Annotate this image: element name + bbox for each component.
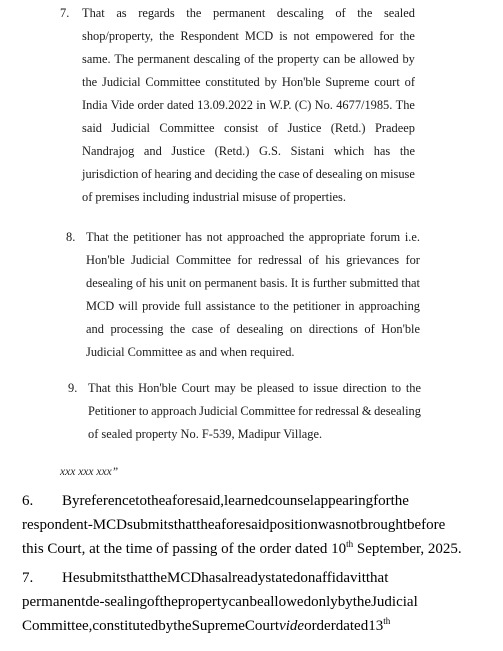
word: India	[82, 98, 108, 112]
word: respondent-MCD	[22, 517, 127, 533]
word: permanent	[204, 276, 257, 290]
word: order	[304, 618, 336, 634]
word: be	[240, 381, 253, 395]
word: Petitioner	[88, 404, 137, 418]
word: to	[298, 381, 309, 395]
word: of	[244, 52, 255, 66]
word: of	[308, 253, 319, 267]
word: has	[201, 570, 222, 586]
word: be	[343, 52, 356, 66]
word: not	[206, 230, 223, 244]
word: permanent	[137, 52, 190, 66]
word: the	[390, 493, 409, 509]
word: the	[170, 322, 186, 336]
word: Court	[244, 618, 280, 634]
word: directions	[308, 322, 358, 336]
word: Judicial	[131, 253, 170, 267]
paragraph-line	[22, 489, 483, 513]
word: i.e.	[404, 230, 420, 244]
word: the	[273, 299, 289, 313]
word: on	[189, 276, 202, 290]
quoted-line	[86, 295, 420, 318]
word: Hon'ble	[86, 253, 125, 267]
quoted-item-number: 8.	[66, 230, 76, 244]
word: direction	[342, 381, 387, 395]
word: of	[141, 167, 152, 181]
word: in	[256, 98, 266, 112]
word: the	[173, 618, 192, 634]
word: that	[126, 570, 149, 586]
word: descaling	[276, 6, 324, 20]
word: can	[322, 52, 341, 66]
word: only	[311, 594, 338, 610]
word: position	[269, 517, 318, 533]
quoted-item-number: 9.	[68, 381, 78, 395]
word: which	[333, 144, 365, 158]
word: will	[118, 299, 138, 313]
word: misuse	[380, 167, 415, 181]
word: the	[288, 230, 305, 244]
word: jurisdiction	[82, 167, 139, 181]
quoted-line	[82, 2, 415, 25]
word: Hon'ble	[281, 75, 321, 89]
word: has	[373, 144, 391, 158]
quoted-line	[82, 140, 415, 163]
word: not	[293, 29, 310, 43]
quoted-line	[86, 249, 420, 272]
word: Committee	[240, 404, 296, 418]
word: before	[407, 517, 446, 533]
word: W.P.	[269, 98, 292, 112]
word: his	[325, 253, 340, 267]
word: the	[113, 230, 129, 244]
word: Judicial	[111, 121, 150, 135]
word: the	[405, 381, 421, 395]
paragraph-line	[22, 614, 483, 638]
quoted-line: Judicial Committee as and when required.	[86, 345, 295, 359]
word: further	[312, 276, 347, 290]
quoted-line: of premises including industrial misuse of properties.	[82, 190, 346, 204]
word: permanent	[22, 594, 86, 610]
word: (C)	[294, 98, 312, 112]
word: desealing	[236, 322, 284, 336]
word: may	[214, 381, 236, 395]
word: the	[146, 493, 166, 509]
word: order	[137, 98, 164, 112]
word: for	[298, 404, 313, 418]
word: full	[184, 299, 202, 313]
word: the	[258, 52, 274, 66]
word: redressal	[315, 404, 360, 418]
word: sealed	[383, 6, 415, 20]
word: hearing	[154, 167, 192, 181]
quoted-line	[82, 117, 415, 140]
word: to	[138, 404, 149, 418]
word: approaching	[358, 299, 420, 313]
word: the	[352, 594, 372, 610]
word: regards	[138, 6, 175, 20]
word: constituted	[92, 618, 159, 634]
word: the	[196, 517, 215, 533]
word: already	[221, 570, 266, 586]
word: Pradeep	[375, 121, 415, 135]
word: Committee	[145, 75, 201, 89]
word: constituted	[205, 75, 260, 89]
quoted-line	[82, 163, 415, 186]
word: that	[401, 276, 420, 290]
word: approach	[151, 404, 197, 418]
word: He	[62, 570, 80, 586]
word: appropriate	[308, 230, 366, 244]
word: brought	[360, 517, 407, 533]
word: descaling	[193, 52, 241, 66]
word: forum	[369, 230, 401, 244]
word: be	[249, 594, 264, 610]
paragraph-6	[22, 489, 483, 561]
word: petitioner	[293, 299, 341, 313]
word: The	[114, 52, 134, 66]
word: on	[365, 167, 378, 181]
word: No.	[314, 98, 333, 112]
word: redressal	[258, 253, 303, 267]
word: that	[173, 517, 197, 533]
word: Justice	[171, 144, 206, 158]
word: the	[399, 29, 415, 43]
word: learned	[224, 493, 269, 509]
word: MCD	[167, 570, 202, 586]
word: for	[237, 253, 252, 267]
word: to	[391, 381, 402, 395]
word: his	[149, 276, 164, 290]
word: affidavit	[315, 570, 366, 586]
word: on	[289, 322, 303, 336]
word: deciding	[215, 167, 258, 181]
word: this	[115, 381, 134, 395]
word: processing	[110, 322, 164, 336]
word: submitted	[349, 276, 399, 290]
word: Judicial	[102, 75, 141, 89]
quoted-line	[82, 94, 415, 117]
paragraph-text: September, 2025.	[353, 541, 462, 557]
word: and	[194, 167, 213, 181]
quoted-line	[82, 25, 415, 48]
word: Judicial	[199, 404, 238, 418]
word: by	[158, 618, 174, 634]
word: permanent	[213, 6, 266, 20]
word: court	[374, 75, 400, 89]
word: It	[290, 276, 299, 290]
word: The	[395, 98, 415, 112]
quote-ellipsis: xxx xxx xxx”	[60, 466, 119, 478]
paragraph-line	[22, 537, 483, 561]
word: said	[82, 121, 102, 135]
word: MCD	[86, 299, 115, 313]
word: provide	[142, 299, 180, 313]
word: to	[259, 299, 270, 313]
word: counsel	[268, 493, 314, 509]
word: desealing	[86, 276, 133, 290]
word: Hon'ble	[138, 381, 177, 395]
word: That	[82, 6, 105, 20]
word: Sistani	[290, 144, 325, 158]
word: unit	[166, 276, 187, 290]
quoted-line	[86, 318, 420, 341]
quoted-line	[86, 226, 420, 249]
word: Vide	[110, 98, 135, 112]
word: (Retd.)	[330, 121, 366, 135]
word: of	[146, 594, 160, 610]
word: case	[191, 322, 214, 336]
word: the	[159, 594, 178, 610]
quoted-line	[88, 400, 421, 423]
word: Supreme	[191, 618, 245, 634]
paragraph-number: 6.	[22, 493, 34, 509]
quoted-item-text	[86, 226, 420, 364]
word: Committee,	[22, 618, 93, 634]
word: the	[82, 75, 98, 89]
word: not	[341, 517, 361, 533]
word: G.S.	[258, 144, 281, 158]
word: of	[267, 121, 279, 135]
word: Nandrajog	[82, 144, 135, 158]
word: for	[373, 493, 391, 509]
word: allowed	[359, 52, 399, 66]
word: for	[379, 29, 394, 43]
word: consist	[223, 121, 259, 135]
word: was	[317, 517, 342, 533]
word: appearing	[313, 493, 374, 509]
quoted-line	[82, 48, 415, 71]
word: and	[143, 144, 162, 158]
word: empowered	[315, 29, 374, 43]
word: property	[177, 594, 229, 610]
word: by	[402, 52, 415, 66]
word: That	[86, 230, 109, 244]
word: vide	[279, 618, 305, 634]
word: Respondent	[180, 29, 239, 43]
word: property	[277, 52, 320, 66]
word: of	[364, 322, 375, 336]
word: of	[404, 75, 415, 89]
word: &	[361, 404, 372, 418]
ordinal-suffix: th	[346, 539, 354, 549]
paragraph-number: 7.	[22, 570, 34, 586]
quoted-item-text	[88, 377, 421, 446]
word: that	[365, 570, 389, 586]
word: is	[279, 29, 288, 43]
word: case	[278, 167, 300, 181]
word: dated	[335, 618, 369, 634]
word: stated	[265, 570, 301, 586]
word: grievances	[346, 253, 400, 267]
word: aforesaid,	[165, 493, 225, 509]
word: Hon'ble	[381, 322, 420, 336]
word: Justice	[287, 121, 322, 135]
word: the	[148, 570, 168, 586]
word: shop/property,	[82, 29, 154, 43]
word: assistance	[205, 299, 256, 313]
word: MCD	[244, 29, 274, 43]
word: of	[219, 322, 230, 336]
word: in	[344, 299, 355, 313]
quoted-line	[88, 377, 421, 400]
word: aforesaid	[214, 517, 270, 533]
paragraph-7	[22, 566, 483, 638]
paragraph-line	[22, 566, 483, 590]
word: of	[335, 6, 346, 20]
word: Committee	[159, 121, 215, 135]
word: the	[399, 144, 415, 158]
paragraph-line	[22, 513, 483, 537]
word: and	[86, 322, 104, 336]
word: Committee	[175, 253, 232, 267]
word: is	[301, 276, 310, 290]
word: can	[228, 594, 250, 610]
quoted-item-number: 7.	[60, 6, 70, 20]
ordinal-suffix: th	[383, 616, 391, 626]
word: the	[260, 167, 276, 181]
word: of	[302, 167, 313, 181]
word: 4677/1985.	[336, 98, 393, 112]
word: the	[186, 6, 202, 20]
word: on	[300, 570, 316, 586]
word: submits	[127, 517, 174, 533]
word: by	[264, 75, 277, 89]
word: 13.09.2022	[197, 98, 253, 112]
word: reference	[79, 493, 136, 509]
word: to	[135, 493, 147, 509]
word: Supreme	[325, 75, 370, 89]
word: desealing	[374, 404, 421, 418]
word: petitioner	[133, 230, 181, 244]
word: That	[88, 381, 111, 395]
word: issue	[313, 381, 338, 395]
quoted-item-text	[82, 2, 415, 209]
word: approached	[227, 230, 285, 244]
quoted-line	[82, 71, 415, 94]
word: dated	[166, 98, 194, 112]
word: submits	[79, 570, 127, 586]
paragraph-text: this Court, at the time of passing of the order dated 10	[22, 541, 347, 557]
word: the	[159, 29, 175, 43]
word: 13th	[368, 616, 391, 634]
word: same.	[82, 52, 111, 66]
word: basis.	[259, 276, 288, 290]
word: By	[62, 493, 80, 509]
word: de-sealing	[85, 594, 147, 610]
word: desealing	[315, 167, 363, 181]
paragraph-line	[22, 590, 483, 614]
word: (Retd.)	[214, 144, 250, 158]
word: as	[116, 6, 127, 20]
quoted-line	[86, 272, 420, 295]
word: Court	[181, 381, 210, 395]
word: allowed	[263, 594, 312, 610]
word: pleased	[256, 381, 295, 395]
word: for	[405, 253, 420, 267]
word: Judicial	[371, 594, 418, 610]
word: the	[357, 6, 373, 20]
word: has	[185, 230, 202, 244]
word: by	[337, 594, 353, 610]
quoted-line: of sealed property No. F-539, Madipur Village.	[88, 427, 323, 441]
word: of	[135, 276, 147, 290]
